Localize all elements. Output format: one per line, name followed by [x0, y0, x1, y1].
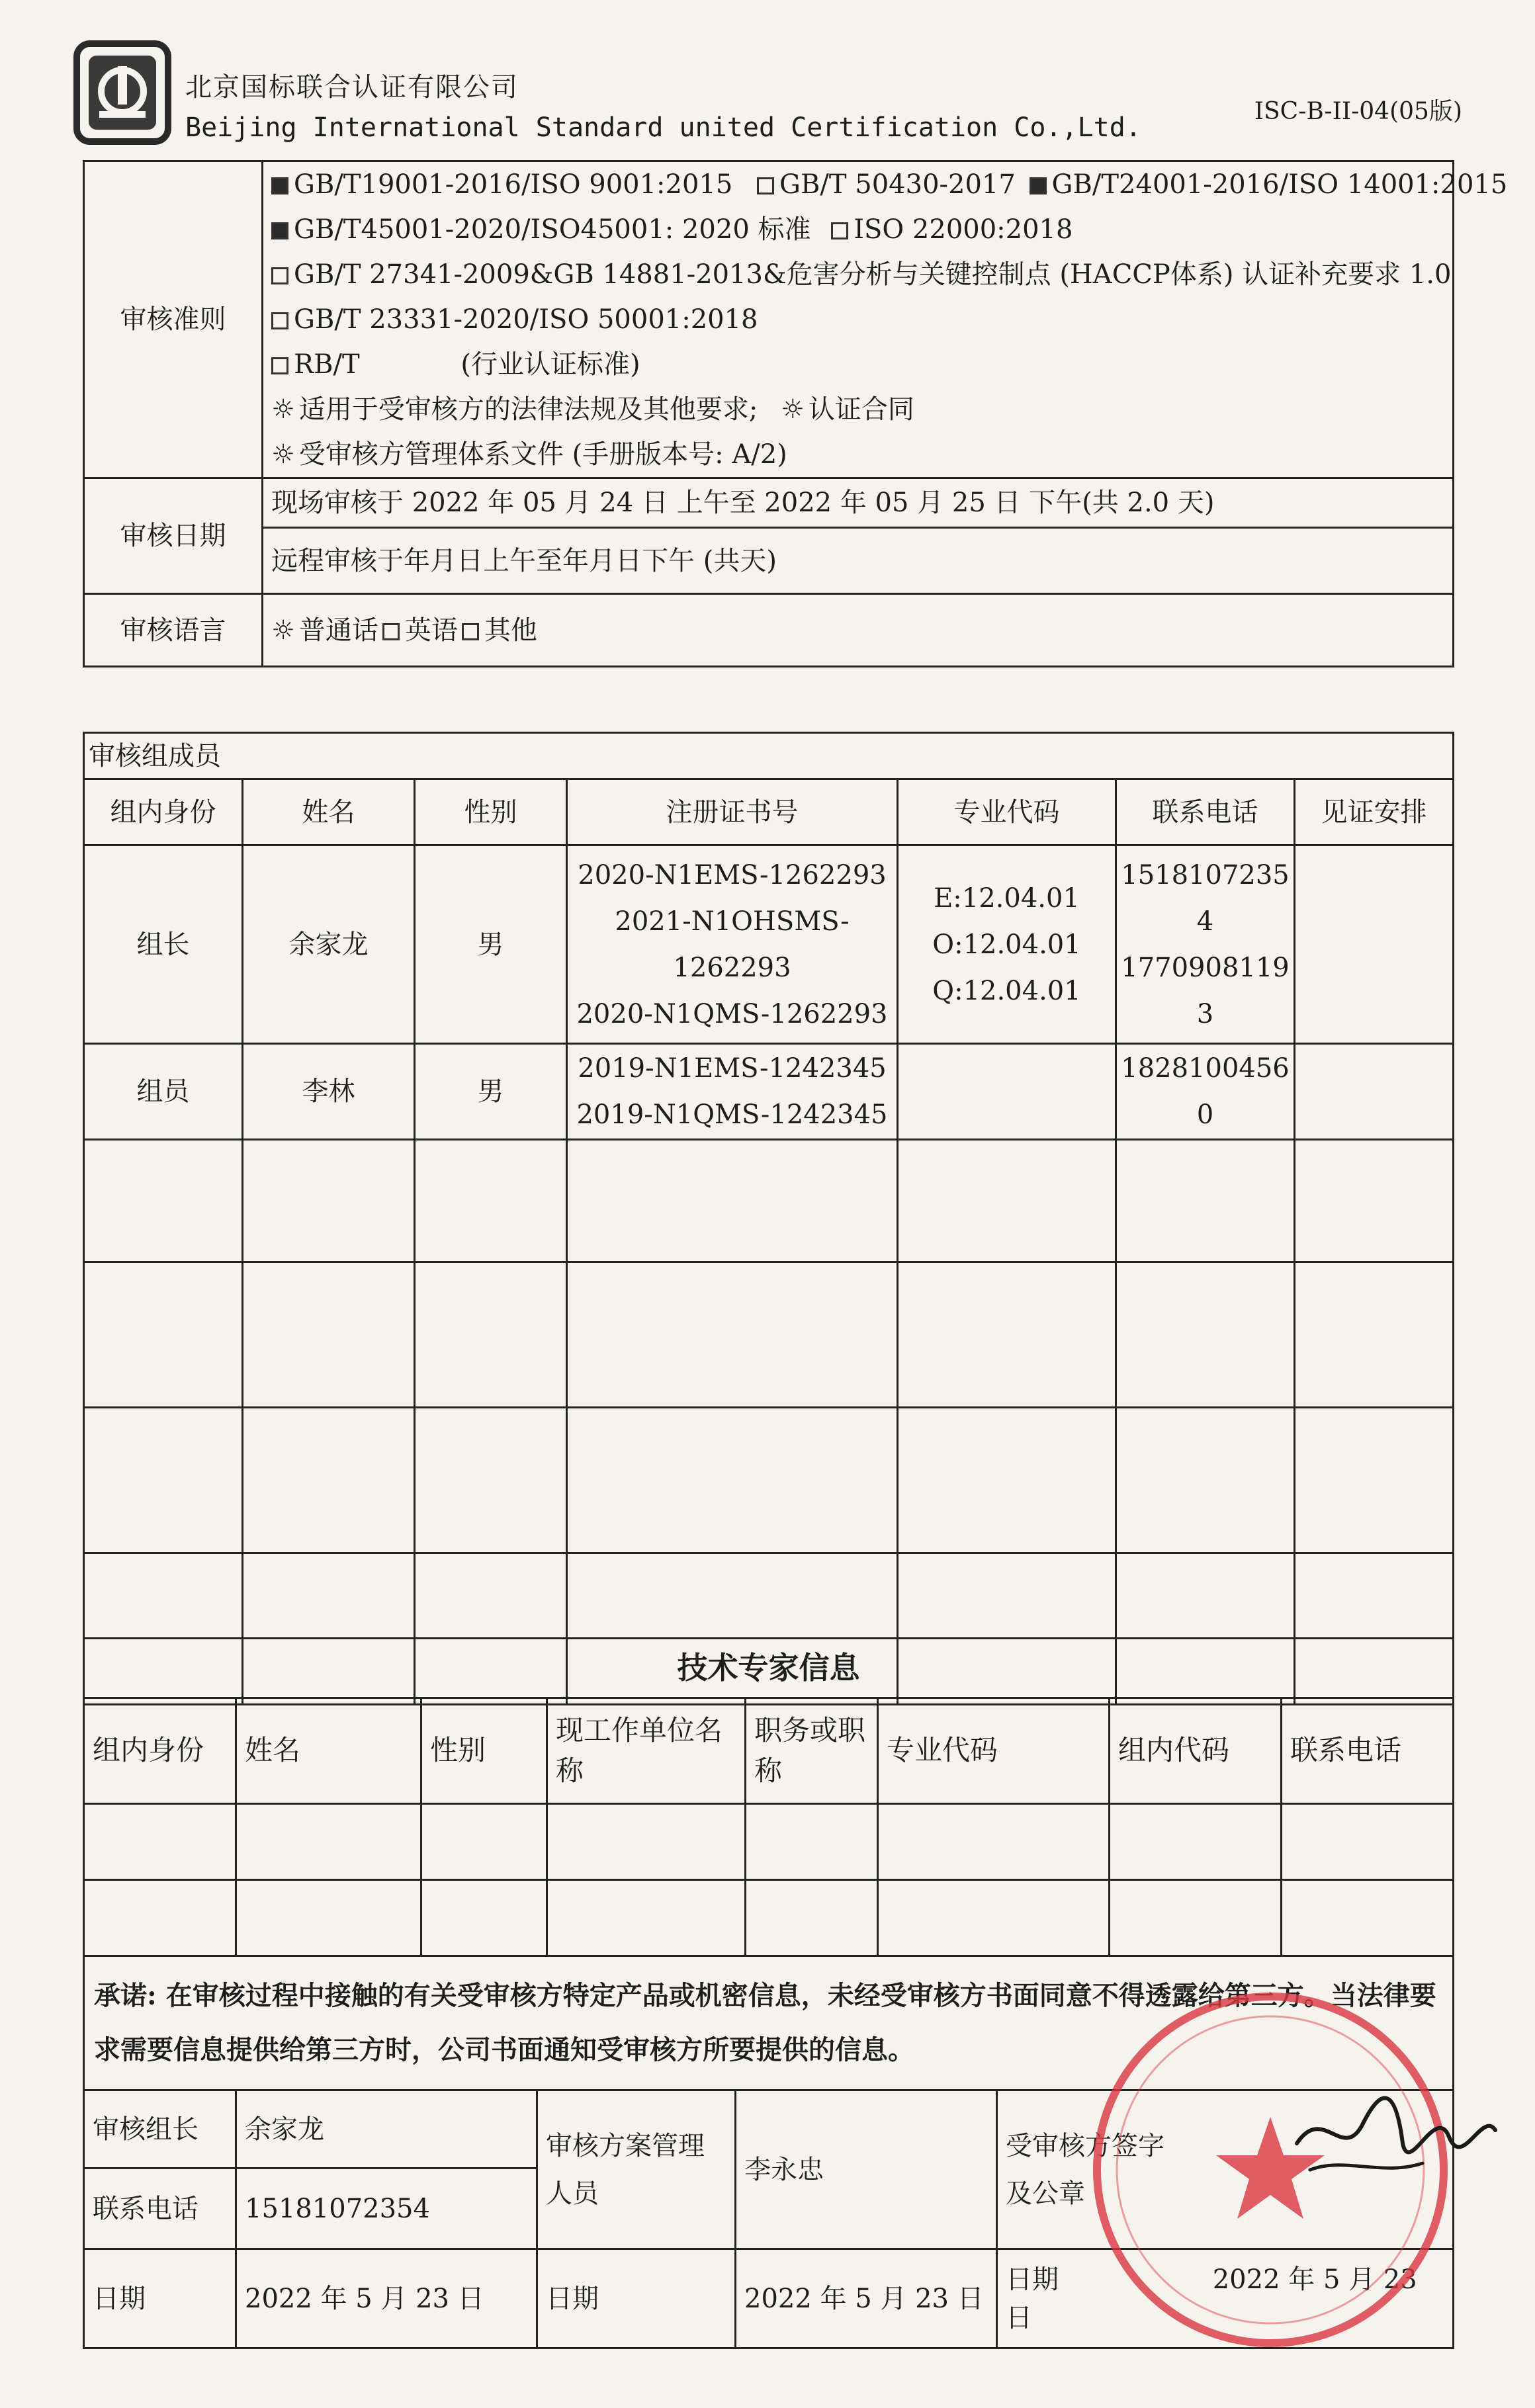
leader-phone: 1518107235 4 1770908119 3: [1116, 845, 1295, 1044]
table-row-empty: [84, 1804, 1454, 1880]
date-label-3: 日期: [1006, 2264, 1059, 2295]
language-options: ☼ 普通话 英语 其他: [263, 594, 1454, 667]
audit-team-table: [83, 732, 1454, 1705]
plan-manager-label: 审核方案管理人员: [537, 2090, 736, 2249]
audit-info-table: [83, 160, 1508, 667]
leader-sign-value: 余家龙: [236, 2090, 537, 2169]
th-name: 姓名: [243, 779, 415, 845]
team-title: 审核组成员: [84, 733, 1454, 779]
criteria-line-6: ☼ 适用于受审核方的法律法规及其他要求; ☼ 认证合同: [271, 394, 914, 425]
checkmark-icon: ☼: [271, 439, 295, 470]
eh-name: 姓名: [236, 1698, 421, 1804]
eh-gender: 性别: [421, 1698, 547, 1804]
criteria-line-1: GB/T19001-2016/ISO 9001:2015 GB/T 50430-2017 GB/T24001-2016/ISO 14001:2015: [271, 162, 1444, 207]
member-codes: [898, 1044, 1116, 1140]
th-code: 专业代码: [898, 779, 1116, 845]
criteria-line-5: RB/T (行业认证标准): [271, 342, 1444, 387]
document-number: ISC-B-II-04(05版): [1254, 98, 1462, 125]
leader-sign-label: 审核组长: [84, 2090, 236, 2169]
criteria-line-4: GB/T 23331-2020/ISO 50001:2018: [271, 297, 1444, 342]
date-value-1: 2022 年 5 月 23 日: [236, 2249, 537, 2348]
checkbox-checked-icon[interactable]: [271, 177, 288, 194]
company-name-cn: 北京国标联合认证有限公司: [185, 72, 519, 103]
company-name-en: Beijing International Standard united Certification Co.,Ltd.: [185, 112, 1141, 143]
table-row-member: [84, 1044, 1454, 1140]
technical-experts-table: [83, 1637, 1454, 1957]
checkbox-checked-icon[interactable]: [271, 222, 288, 239]
company-logo: [73, 40, 172, 146]
checkbox-empty-icon[interactable]: [271, 357, 288, 374]
checkbox-empty-icon[interactable]: [757, 177, 774, 194]
checkbox-empty-icon[interactable]: [831, 222, 848, 239]
th-gender: 性别: [415, 779, 567, 845]
eh-unit: 现工作单位名称: [547, 1698, 746, 1804]
table-row-empty: [84, 1262, 1454, 1408]
leader-codes: E:12.04.01 O:12.04.01 Q:12.04.01: [898, 845, 1116, 1044]
eh-phone: 联系电话: [1282, 1698, 1454, 1804]
member-name: 李林: [243, 1044, 415, 1140]
experts-title: 技术专家信息: [84, 1639, 1454, 1698]
leader-gender: 男: [415, 845, 567, 1044]
criteria-label: 审核准则: [84, 161, 263, 478]
signature-table: [83, 1955, 1454, 2349]
member-witness: [1295, 1044, 1454, 1140]
member-certs: 2019-N1EMS-1242345 2019-N1QMS-1242345: [567, 1044, 898, 1140]
th-cert: 注册证书号: [567, 779, 898, 845]
checkmark-icon: ☼: [271, 394, 295, 425]
table-row-empty: [84, 1408, 1454, 1553]
checkmark-icon: ☼: [271, 615, 295, 646]
checkbox-empty-icon[interactable]: [271, 312, 288, 329]
onsite-dates: 现场审核于 2022 年 05 月 24 日 上午至 2022 年 05 月 25 日 下午(共 2.0 天): [263, 478, 1454, 528]
team-header-row: [84, 779, 1454, 845]
checkbox-empty-icon[interactable]: [462, 623, 479, 640]
criteria-line-7: ☼ 受审核方管理体系文件 (手册版本号: A/2): [271, 439, 787, 470]
eh-role: 组内身份: [84, 1698, 236, 1804]
leader-witness: [1295, 845, 1454, 1044]
plan-manager-value: 李永忠: [736, 2090, 997, 2249]
table-row-leader: [84, 845, 1454, 1044]
date-label-1: 日期: [84, 2249, 236, 2348]
th-phone: 联系电话: [1116, 779, 1295, 845]
eh-group-code: 组内代码: [1110, 1698, 1282, 1804]
phone-value: 15181072354: [236, 2169, 537, 2249]
letterhead: [73, 26, 1462, 159]
remote-dates: 远程审核于年月日上午至年月日下午 (共天): [263, 528, 1454, 594]
date-cell-3: [997, 2249, 1454, 2348]
checkbox-checked-icon[interactable]: [1030, 177, 1047, 194]
eh-code: 专业代码: [878, 1698, 1110, 1804]
dates-label: 审核日期: [84, 478, 263, 594]
leader-name: 余家龙: [243, 845, 415, 1044]
member-role: 组员: [84, 1044, 243, 1140]
checkmark-icon: ☼: [781, 394, 805, 425]
criteria-line-2: GB/T45001-2020/ISO45001: 2020 标准 ISO 22000:2018: [271, 207, 1444, 252]
checkbox-empty-icon[interactable]: [382, 623, 400, 640]
experts-header-row: [84, 1698, 1454, 1804]
date-value-3: 2022 年 5 月 23 日: [1006, 2264, 1417, 2333]
language-label: 审核语言: [84, 594, 263, 667]
criteria-line-3: GB/T 27341-2009&GB 14881-2013&危害分析与关键控制点 (HACCP体系) 认证补充要求 1.0: [271, 252, 1444, 297]
checkbox-empty-icon[interactable]: [271, 267, 288, 284]
leader-certs: 2020-N1EMS-1262293 2021-N1OHSMS-1262293 2020-N1QMS-1262293: [567, 845, 898, 1044]
date-value-2: 2022 年 5 月 23 日: [736, 2249, 997, 2348]
table-row-empty: [84, 1880, 1454, 1956]
auditee-sign-cell: [997, 2090, 1454, 2249]
auditee-sign-label: 受审核方签字及公章: [1006, 2130, 1164, 2209]
phone-label: 联系电话: [84, 2169, 236, 2249]
confidentiality-promise: 承诺: 在审核过程中接触的有关受审核方特定产品或机密信息，未经受审核方书面同意不得透露给第三方。当法律要求需要信息提供给第三方时，公司书面通知受审核方所要提供的信息。: [84, 1956, 1454, 2090]
criteria-cell: [263, 161, 1508, 478]
member-phone: 1828100456 0: [1116, 1044, 1295, 1140]
leader-role: 组长: [84, 845, 243, 1044]
th-role: 组内身份: [84, 779, 243, 845]
member-gender: 男: [415, 1044, 567, 1140]
eh-post: 职务或职称: [746, 1698, 878, 1804]
table-row-empty: [84, 1140, 1454, 1262]
date-label-2: 日期: [537, 2249, 736, 2348]
th-witness: 见证安排: [1295, 779, 1454, 845]
